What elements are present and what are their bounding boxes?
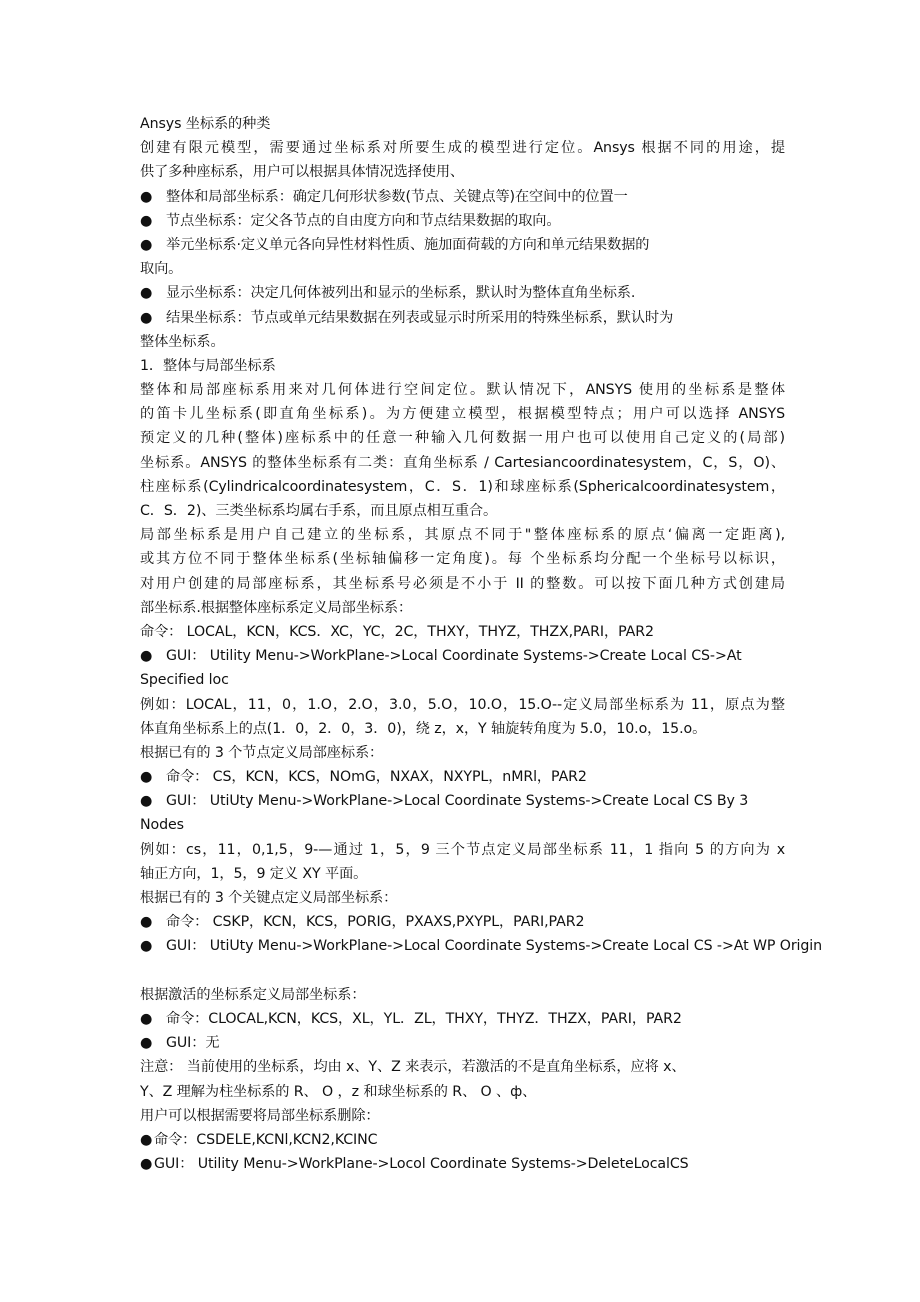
paragraph-line: 体直角坐标系上的点(1．0，2．0，3．0)，绕 z，x，Y 轴旋转角度为 5.0，10.o，15.o。 — [140, 720, 707, 737]
paragraph-line: 的笛卡儿坐标系(即直角坐标系)。为方便建立模型，根据模型特点；用户可以选择 ANSYS — [140, 406, 785, 423]
paragraph-line: 根据已有的 3 个节点定义局部座标系： — [140, 744, 384, 761]
paragraph-line: Nodes — [140, 817, 184, 834]
bullet-item: ● GUI： Utility Menu->WorkPlane->Locol Coordinate Systems->DeleteLocalCS — [140, 1152, 785, 1176]
paragraph-line: 供了多种座标系，用户可以根据具体情况选择使用、 — [140, 164, 465, 181]
paragraph-line: 根据已有的 3 个关键点定义局部坐标系： — [140, 890, 398, 906]
paragraph-line: 取向。 — [140, 261, 183, 278]
bullet-item: ● GUI： UtiUty Menu->WorkPlane->Local Coordinate Systems->Create Local CS ->At WP Origin — [140, 934, 785, 958]
paragraph-line: 创建有限元模型，需要通过坐标系对所要生成的模型进行定位。Ansys 根据不同的用途，提 — [140, 140, 785, 157]
paragraph-line: 柱座标系(Cylindricalcoordinatesystem，C．S．1)和球座标系(Sphericalcoordinatesystem， — [140, 478, 785, 495]
command-line: 命令： LOCAL，KCN，KCS．XC，YC，2C，THXY，THYZ，THZX,PARI，PAR2 — [140, 623, 654, 640]
paragraph-line: 例如：LOCAL，11，0，1.O，2.O，3.0，5.O，10.O，15.O--定义局部坐标系为 11，原点为整 — [140, 696, 785, 713]
bullet-icon: ● — [140, 309, 153, 326]
blank-line — [140, 959, 785, 983]
bullet-icon: ● — [140, 1156, 153, 1173]
paragraph-line: 例如：cs，11，0,1,5，9-—通过 1，5，9 三个节点定义局部坐标系 11，1 指向 5 的方向为 x — [140, 841, 785, 858]
paragraph-line: 坐标系。ANSYS 的整体坐标系有二类：直角坐标系 / Cartesiancoordinatesystem，C，S，O)、 — [140, 454, 785, 471]
bullet-item: ● 命令：CSDELE,KCNl,KCN2,KCINC — [140, 1128, 785, 1152]
bullet-icon: ● — [140, 1035, 153, 1052]
bullet-item: ● 命令： CSKP，KCN，KCS，PORIG，PXAXS,PXYPL，PARI,PAR2 — [140, 910, 785, 934]
bullet-icon: ● — [140, 212, 153, 229]
bullet-item: ● 举元坐标系·定义单元各向异性材料性质、施加面荷载的方向和单元结果数据的 — [140, 233, 785, 257]
bullet-item: ● GUI： Utility Menu->WorkPlane->Local Coordinate Systems->Create Local CS->At — [140, 644, 785, 668]
paragraph-line: 整体和局部座标系用来对几何体进行空间定位。默认情况下，ANSYS 使用的坐标系是整体 — [140, 382, 785, 399]
paragraph-line: 局部坐标系是用户自己建立的坐标系，其原点不同于"整体座标系的原点‘偏离一定距离), — [140, 527, 785, 544]
document-body — [140, 112, 823, 1176]
paragraph-line: C．S．2)、三类坐标系均属右手系，而且原点相互重合。 — [140, 503, 498, 519]
paragraph-line: 根据激活的坐标系定义局部坐标系： — [140, 986, 366, 1003]
section-heading: 1．整体与局部坐标系 — [140, 357, 276, 374]
paragraph-line: 或其方位不同于整体坐标系(坐标轴偏移一定角度)。每 个坐标系均分配一个坐标号以标识， — [140, 551, 785, 568]
paragraph-line: 预定义的几种(整体)座标系中的任意一种输入几何数据一用户也可以使用自己定义的(局部) — [140, 430, 785, 447]
bullet-icon: ● — [140, 285, 153, 302]
bullet-icon: ● — [140, 1131, 153, 1148]
bullet-icon: ● — [140, 769, 153, 786]
paragraph-line: 对用户创建的局部座标系，其坐标系号必须是不小于 II 的整数。可以按下面几种方式创建局 — [140, 575, 785, 592]
paragraph-line: 用户可以根据需要将局部坐标系删除： — [140, 1107, 380, 1124]
bullet-item: ● 显示坐标系：决定几何体被列出和显示的坐标系，默认时为整体直角坐标系. — [140, 281, 785, 305]
bullet-item: ● 结果坐标系：节点或单元结果数据在列表或显示时所采用的特殊坐标系，默认时为 — [140, 306, 785, 330]
bullet-item: ● 命令：CLOCAL,KCN，KCS，XL，YL．ZL，THXY，THYZ．THZX，PARI，PAR2 — [140, 1007, 785, 1031]
bullet-item: ● GUI： UtiUty Menu->WorkPlane->Local Coordinate Systems->Create Local CS By 3 — [140, 789, 785, 813]
bullet-item: ● GUI：无 — [140, 1031, 785, 1055]
paragraph-line: Specified loc — [140, 672, 229, 689]
bullet-icon: ● — [140, 938, 153, 955]
bullet-icon: ● — [140, 793, 153, 810]
paragraph-line: Y、Z 理解为柱坐标系的 R、 Ο ，z 和球坐标系的 R、 Ο 、ф、 — [140, 1083, 537, 1100]
paragraph-line: 整体坐标系。 — [140, 333, 225, 350]
bullet-item: ● 整体和局部坐标系：确定几何形状参数(节点、关键点等)在空间中的位置一 — [140, 185, 785, 209]
bullet-icon: ● — [140, 1010, 153, 1027]
bullet-item: ● 节点坐标系：定父各节点的自由度方向和节点结果数据的取向。 — [140, 209, 785, 233]
paragraph-line: 部坐标系.根据整体座标系定义局部坐标系： — [140, 599, 413, 616]
note-line: 注意： 当前使用的坐标系，均由 x、Y、Z 来表示，若激活的不是直角坐标系，应将 x、 — [140, 1059, 686, 1076]
bullet-icon: ● — [140, 236, 153, 253]
bullet-icon: ● — [140, 188, 153, 205]
bullet-item: ● 命令： CS，KCN，KCS，NOmG，NXAX，NXYPL，nMRl，PAR2 — [140, 765, 785, 789]
bullet-icon: ● — [140, 648, 153, 665]
doc-title: Ansys 坐标系的种类 — [140, 116, 271, 132]
bullet-icon: ● — [140, 914, 153, 931]
paragraph-line: 轴正方向，1，5，9 定义 XY 平面。 — [140, 865, 368, 882]
